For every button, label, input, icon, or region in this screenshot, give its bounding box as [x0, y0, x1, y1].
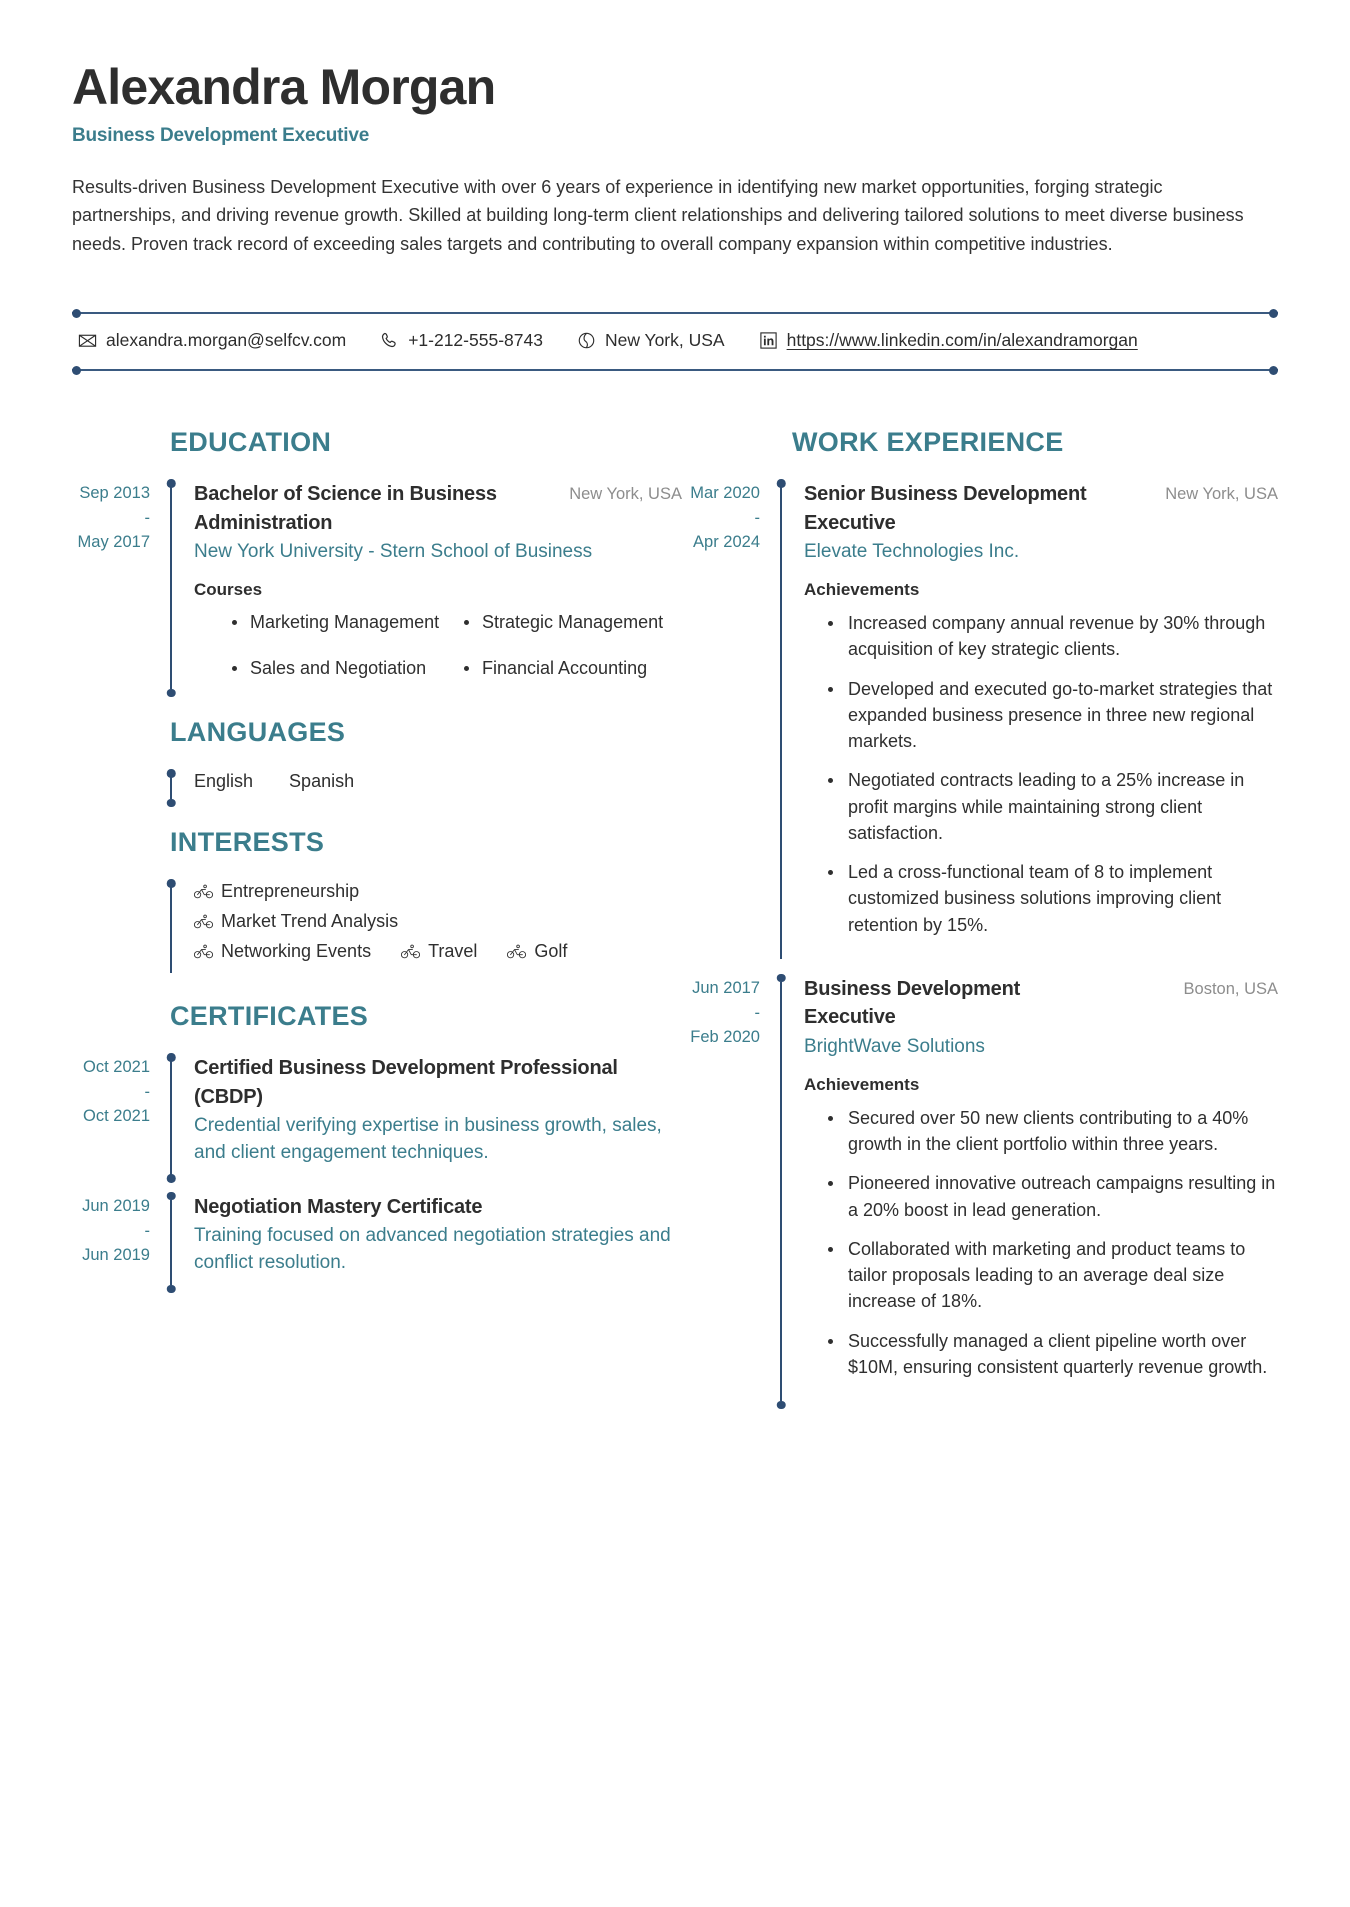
bicycle-icon [194, 944, 213, 959]
work-start: Mar 2020 [690, 484, 760, 503]
certificate-start: Jun 2019 [82, 1196, 150, 1215]
interest-label: Entrepreneurship [221, 881, 360, 902]
education-dates [72, 480, 164, 691]
section-title-certificates: CERTIFICATES [170, 1001, 369, 1032]
work-heading-row [804, 480, 1278, 537]
bicycle-icon [194, 914, 213, 929]
course-item: Strategic Management [462, 610, 682, 636]
education-timeline [164, 480, 178, 691]
education-degree: Bachelor of Science in Business Administration [194, 483, 497, 534]
certificate-dash: - [144, 1083, 150, 1102]
contact-rule-bottom [72, 369, 1278, 371]
work-title: Senior Business Development Executive [804, 483, 1087, 534]
interest-label: Travel [428, 941, 478, 962]
linkedin-icon [759, 331, 778, 350]
education-dash: - [144, 509, 150, 528]
achievement-item: Collaborated with marketing and product teams to tailor proposals leading to an average deal size increase of 18%. [846, 1236, 1278, 1315]
interest-label: Market Trend Analysis [221, 911, 399, 932]
phone-icon [380, 331, 399, 350]
achievement-item: Increased company annual revenue by 30% through acquisition of key strategic clients. [846, 610, 1278, 663]
work-achievements-label: Achievements [804, 1074, 920, 1094]
interest-line [194, 941, 682, 962]
achievement-item: Developed and executed go-to-market strategies that expanded business presence in three new regional markets. [846, 676, 1278, 755]
education-start: Sep 2013 [79, 484, 150, 503]
education-school: New York University - Stern School of Business [194, 541, 593, 563]
section-title-work: WORK EXPERIENCE [792, 427, 1064, 458]
work-end: Apr 2024 [693, 532, 760, 551]
contact-email-text: alexandra.morgan@selfcv.com [106, 330, 347, 351]
achievement-item: Pioneered innovative outreach campaigns resulting in a 20% boost in lead generation. [846, 1170, 1278, 1223]
work-company: BrightWave Solutions [804, 1035, 985, 1057]
work-entry [682, 480, 1278, 961]
certificate-body [178, 1193, 682, 1287]
work-dash: - [754, 1003, 760, 1022]
section-interests [72, 827, 682, 975]
education-location: New York, USA [569, 485, 682, 504]
certificate-timeline [164, 1054, 178, 1177]
section-title-languages: LANGUAGES [170, 717, 346, 748]
achievement-item: Successfully managed a client pipeline worth over $10M, ensuring consistent quarterly revenue growth. [846, 1328, 1278, 1381]
language-item: Spanish [289, 771, 355, 792]
resume-header [72, 60, 1278, 258]
certificate-end: Jun 2019 [82, 1245, 150, 1264]
work-achievements-list [804, 1105, 1278, 1380]
section-certificates [72, 1001, 682, 1287]
languages-timeline [164, 770, 178, 801]
course-item: Marketing Management [230, 610, 450, 636]
work-heading-row [804, 975, 1278, 1032]
contact-location-text: New York, USA [604, 330, 725, 351]
bicycle-icon [194, 884, 213, 899]
interests-list [194, 880, 682, 962]
interest-label: Golf [534, 941, 568, 962]
certificate-dash: - [144, 1221, 150, 1240]
certificate-title: Negotiation Mastery Certificate [194, 1195, 483, 1218]
contact-rule-top [72, 312, 1278, 314]
achievement-item: Secured over 50 new clients contributing to a 40% growth in the client portfolio within three years. [846, 1105, 1278, 1158]
education-courses-grid [194, 610, 682, 681]
languages-entry [72, 770, 682, 801]
envelope-icon [78, 331, 97, 350]
work-end: Feb 2020 [690, 1027, 760, 1046]
interest-item [507, 941, 567, 962]
work-dash: - [754, 509, 760, 528]
work-start: Jun 2017 [692, 978, 760, 997]
course-item: Sales and Negotiation [230, 656, 450, 682]
certificate-start: Oct 2021 [83, 1058, 150, 1077]
work-timeline [774, 975, 788, 1403]
interests-body [178, 880, 682, 975]
work-body [788, 480, 1278, 961]
contact-phone-text: +1-212-555-8743 [408, 330, 543, 351]
languages-list [194, 770, 682, 792]
globe-icon [577, 331, 596, 350]
section-work-experience [682, 427, 1278, 1403]
work-location: Boston, USA [1183, 979, 1278, 998]
interests-timeline [164, 880, 178, 975]
section-title-interests: INTERESTS [170, 827, 325, 858]
work-timeline [774, 480, 788, 961]
interest-item [194, 941, 371, 962]
interest-line [194, 911, 682, 932]
section-languages [72, 717, 682, 801]
left-column [72, 401, 682, 1409]
contact-bar [72, 294, 1278, 387]
work-dates [682, 480, 774, 961]
interest-line [194, 881, 682, 902]
education-entry [72, 480, 682, 691]
certificate-timeline [164, 1193, 178, 1287]
certificate-dates [72, 1054, 164, 1177]
contact-linkedin[interactable] [759, 330, 1138, 351]
work-location: New York, USA [1165, 485, 1278, 504]
languages-body [178, 770, 682, 801]
work-dates [682, 975, 774, 1403]
section-title-education: EDUCATION [170, 427, 332, 458]
right-column [682, 401, 1278, 1409]
education-courses-label: Courses [194, 580, 263, 600]
achievement-item: Negotiated contracts leading to a 25% increase in profit margins while maintaining strong client satisfaction. [846, 767, 1278, 846]
interests-entry [72, 880, 682, 975]
work-body [788, 975, 1278, 1403]
work-achievements-label: Achievements [804, 580, 920, 600]
professional-summary: Results-driven Business Development Executive with over 6 years of experience in identifying new market opportunities, forging strategic partnerships, and driving revenue growth. Skilled at building long-term client relationships and delivering tailored solutions to meet diverse business needs. Proven track record of exceeding sales targets and contributing to overall company expansion within competitive industries. [72, 177, 1244, 254]
bicycle-icon [507, 944, 526, 959]
language-item: English [194, 771, 254, 792]
interest-item [194, 881, 359, 902]
contact-email[interactable] [78, 330, 346, 351]
interest-label: Networking Events [221, 941, 372, 962]
education-end: May 2017 [77, 532, 150, 551]
certificate-description: Credential verifying expertise in business growth, sales, and client engagement techniques. [194, 1114, 662, 1163]
candidate-headline: Business Development Executive [72, 125, 370, 146]
work-company: Elevate Technologies Inc. [804, 541, 1020, 563]
course-item: Financial Accounting [462, 656, 682, 682]
education-body [178, 480, 682, 691]
certificate-title: Certified Business Development Professional (CBDP) [194, 1057, 618, 1108]
certificate-body [178, 1054, 682, 1177]
section-education [72, 427, 682, 691]
certificate-entry [72, 1193, 682, 1287]
work-achievements-list [804, 610, 1278, 938]
interest-item [194, 911, 398, 932]
resume-columns [72, 401, 1278, 1409]
certificate-description: Training focused on advanced negotiation strategies and conflict resolution. [194, 1225, 671, 1274]
certificate-entry [72, 1054, 682, 1177]
education-heading-row [194, 480, 682, 537]
contact-items [72, 314, 1278, 369]
achievement-item: Led a cross-functional team of 8 to implement customized business solutions improving client retention by 15%. [846, 859, 1278, 938]
contact-location [577, 330, 725, 351]
contact-phone[interactable] [380, 330, 543, 351]
interest-item [401, 941, 477, 962]
candidate-name: Alexandra Morgan [72, 59, 496, 115]
work-entry [682, 975, 1278, 1403]
certificate-end: Oct 2021 [83, 1106, 150, 1125]
contact-linkedin-text: https://www.linkedin.com/in/alexandramorgan [786, 330, 1138, 351]
bicycle-icon [401, 944, 420, 959]
work-title: Business Development Executive [804, 977, 1021, 1029]
certificate-dates [72, 1193, 164, 1287]
